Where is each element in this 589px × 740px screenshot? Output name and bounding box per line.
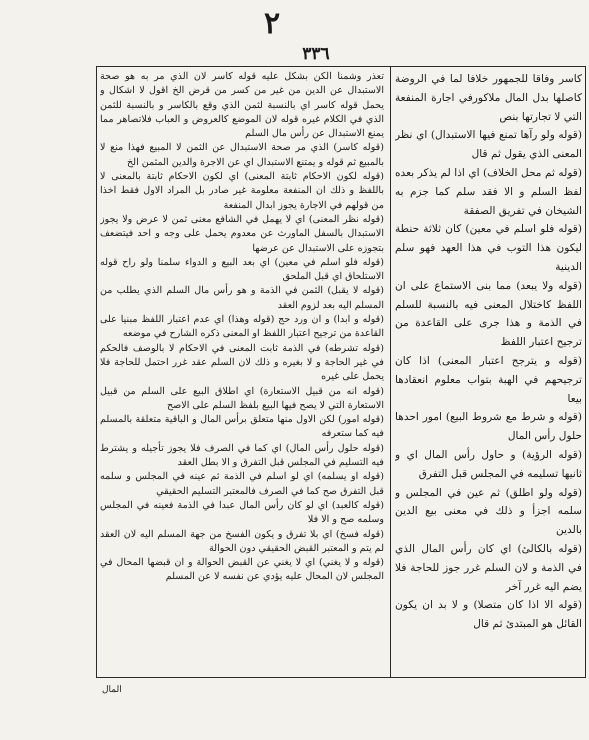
margin-paragraph: (قوله ولو رآها تمنع فيها الاستبدال) اي نظر المعنى الذي يقول ثم قال: [395, 129, 582, 161]
margin-paragraph: (قوله و يترجح اعتبار المعنى) اذا كان ترجيحهم في الهبة بتواب معلوم انعقادها بيعا: [395, 354, 582, 405]
margin-paragraph: كاسر وفاقا للجمهور خلافا لما في الروضة كاصلها بدل المال ملاكورفي اجارة المنفعة التي لا تجارتها بنص: [395, 73, 582, 123]
main-paragraph: (قوله فسخ) اي بلا تفرق و يكون الفسخ من جهة المسلم اليه لان العقد لم يتم و المعتبر القبض الحقيقي دون الحوالة: [100, 528, 384, 554]
margin-commentary: [395, 70, 582, 674]
main-paragraph: (قوله امور) لكن الاول منها متعلق برأس المال و الباقية متعلقة بالمسلم فيه كما ستعرفه: [100, 414, 384, 440]
catchword: المال: [102, 685, 122, 695]
main-paragraph: (قوله تشرطه) في الذمة ثابت المعنى في الاحكام لا بالوصف فالحكم في غير الحاجة و لا بغيره و ذلك لان السلم عقد غرر احتمل للحاجة فلا يحمل على غيره: [100, 342, 384, 383]
main-paragraph: (قوله كالعبد) اي لو كان رأس المال عبدا في الذمة فعينه في المجلس وسلمه صح و الا فلا: [100, 499, 384, 526]
main-paragraph: (قوله فلو اسلم في معين) اي بعد البيع و الدواء سلمنا ولو راح قوله الاستلحاق اي قبل الملحق: [100, 256, 384, 283]
margin-paragraph: (قوله و شرط مع شروط البيع) امور احدها حلول رأس المال: [395, 411, 582, 443]
main-paragraph: (قوله او يسلمه) اي لو اسلم في الذمة ثم عينه في المجلس و سلمه قبل التفرق صح كما في الصرف فالمعتبر التسليم الحقيقي: [100, 471, 384, 497]
main-paragraph: (قوله و ابدا) و ان ورد حج (قوله وهذا) اي عدم اعتبار اللفظ مبنيا على القاعدة من ترجيح اعتبار اللفظ او المعنى ذكره الشارح في موضعه: [100, 314, 384, 340]
margin-paragraph: (قوله ثم محل الخلاف) اي اذا لم يذكر بعده لفظ السلم و الا فقد سلم كما جزم به الشيخان في تفريق الصفقة: [395, 166, 582, 217]
page-number: ٣٣٦: [302, 44, 330, 64]
margin-paragraph: (قوله الرؤية) و حاول رأس المال اي و ثانيها تسليمه في المجلس قبل التفرق: [395, 448, 582, 480]
main-paragraph: (قوله لا يقبل) الثمن في الذمة و هو رأس مال السلم الذي يطلب من المسلم اليه بعد لزوم العقد: [100, 285, 384, 311]
main-paragraph: (قوله كاسر) الذي مر صحة الاستبدال عن الثمن لا المبيع فهذا منع لا بالمبيع ثم قوله و يمتنع الاستبدال اي عن الاجرة والدين المثمن الخ: [100, 142, 384, 168]
page-mark: ٢: [263, 6, 281, 41]
margin-paragraph: (قوله ولو اطلق) ثم عين في المجلس و سلمه اجزأ و ذلك في معنى بيع الدين بالدين: [395, 486, 582, 537]
margin-paragraph: (قوله الا اذا كان متصلا) و لا بد ان يكون القائل هو المبتدئ ثم قال: [395, 599, 582, 631]
main-paragraph: (قوله حلول رأس المال) اي كما في الصرف فلا يجوز تأجيله و يشترط فيه التسليم في المجلس قبل التفرق و الا بطل العقد: [100, 442, 384, 469]
column-divider: [390, 66, 391, 678]
main-paragraph: (قوله انه من قبيل الاستعارة) اي اطلاق البيع على السلم من قبيل الاستعارة التي لا يصح فيها البيع بلفظ السلم على الاصح: [100, 385, 384, 411]
margin-paragraph: (قوله ولا يبعد) مما بنى الاستماع على ان اللفظ كاختلال المعنى فيه بالنسبة للسلم في الذمة و هذا جرى على القاعدة من ترجيح اعتبار اللفظ: [395, 279, 582, 349]
main-paragraph: (قوله لكون الاحكام ثابتة المعنى) اي لكون الاحكام ثابتة بالمعنى لا باللفظ و ذلك ان المنفعة معلومة غير صادر بل المراد الاول فقط اخذا من قولهم في الاجارة يجوز ابدال المنفعة: [100, 171, 384, 211]
main-commentary: [100, 70, 384, 674]
margin-paragraph: (قوله بالكالئ) اي كان رأس المال الذي في الذمة و لان السلم غرر جوز للحاجة فلا يضم اليه غرر آخر: [395, 542, 582, 593]
main-paragraph: (قوله نظر المعنى) اي لا يهمل في الشافع معنى ثمن لا عرض ولا يجوز الاستبدال بالسفل الماورث عن معدوم يحمل على وجه و احد فيتضعف بتجوزه على الاستبدال عن عرضها: [100, 213, 384, 254]
main-paragraph: (قوله و لا يغني) اي لا يغني عن القبض الحوالة و ان قبضها المحال في المجلس لان المحال عليه يؤدي عن نفسه لا عن المسلم: [100, 557, 384, 583]
main-paragraph: تعذر وشمنا الكن بشكل عليه قوله كاسر لان الذي مر به هو صحة الاستبدال عن الدين من غير من كسر من قرض الخ اقول لا اشكال و يحمل قوله كاسر اي بالنسبة لثمن الذي وقع بالكاسر و بالنسبة للثمن الذي في الكلام غيره قوله لان الموضع كالعروض و العباب فلاتصاهر مما يمنع الاستبدال عن رأس مال السلم: [100, 71, 384, 140]
margin-paragraph: (قوله فلو اسلم في معين) كان ثلاثة حنطة ليكون هذا التوب في هذا العهد فهو سلم الدينية: [395, 223, 582, 273]
